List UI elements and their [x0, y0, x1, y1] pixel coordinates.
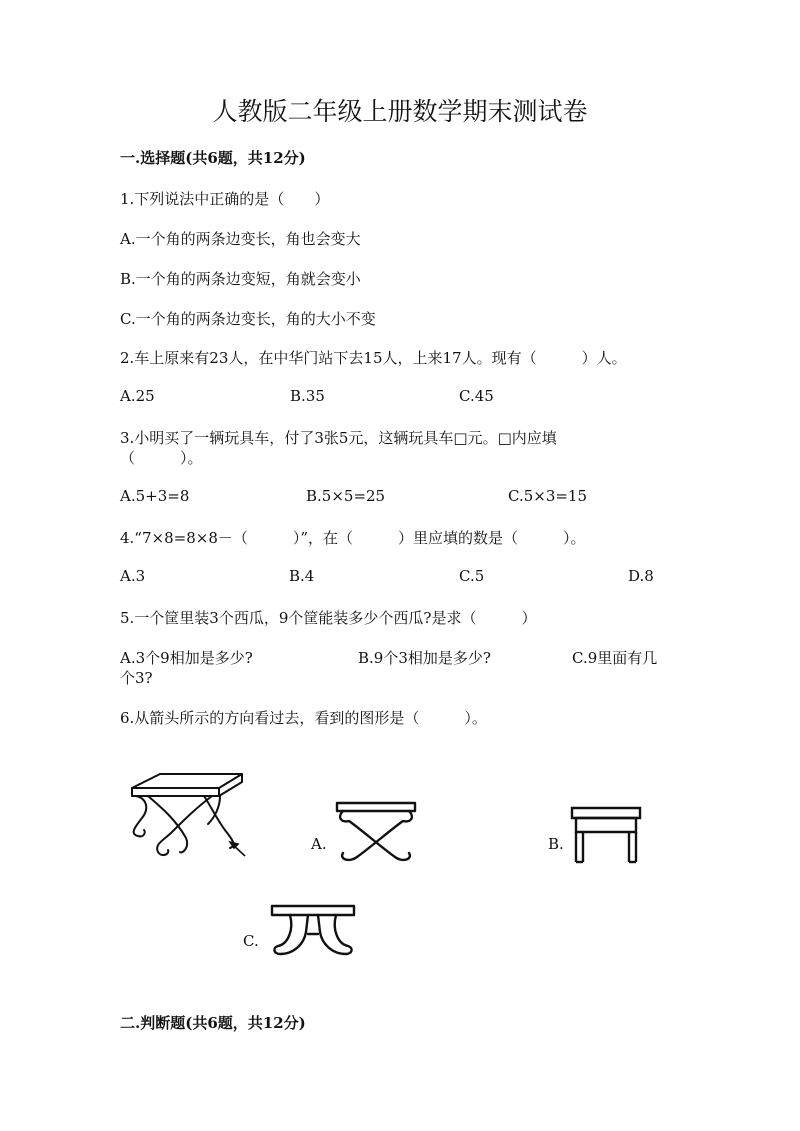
- question-1-option-c: C.一个角的两条边变长，角的大小不变: [120, 310, 376, 328]
- question-1-stem: 1.下列说法中正确的是（ ）: [120, 190, 330, 208]
- section-2-heading: 二.判断题(共6题，共12分): [120, 1014, 306, 1032]
- question-3-stem-line2: （ ）。: [120, 449, 203, 467]
- section-1-heading: 一.选择题(共6题，共12分): [120, 149, 306, 167]
- question-2-option-c: C.45: [459, 387, 494, 405]
- question-4-option-c: C.5: [459, 567, 485, 585]
- question-4-option-a: A.3: [120, 567, 146, 585]
- question-3-option-a: A.5+3=8: [120, 487, 190, 505]
- question-4-option-b: B.4: [289, 567, 315, 585]
- question-5-option-c: C.9里面有几: [572, 649, 658, 667]
- question-2-option-a: A.25: [120, 387, 155, 405]
- question-1-option-b: B.一个角的两条边变短，角就会变小: [120, 270, 361, 288]
- question-3-option-b: B.5×5=25: [306, 487, 386, 505]
- option-c-view-figure: [268, 904, 358, 966]
- question-6-option-b-label: B.: [548, 835, 564, 853]
- question-2-stem: 2.车上原来有23人，在中华门站下去15人，上来17人。现有（ ）人。: [120, 349, 627, 367]
- question-6-stem: 6.从箭头所示的方向看过去，看到的图形是（ ）。: [120, 709, 487, 727]
- question-3-stem-line1: 3.小明买了一辆玩具车，付了3张5元，这辆玩具车□元。□内应填: [120, 429, 557, 447]
- option-b-front-view-figure: [570, 806, 642, 866]
- question-5-option-b: B.9个3相加是多少?: [358, 649, 491, 667]
- question-4-stem: 4.“7×8=8×8－（ ）”，在（ ）里应填的数是（ ）。: [120, 529, 586, 547]
- question-6-option-c-label: C.: [243, 932, 259, 950]
- stool-perspective-figure: [124, 768, 254, 863]
- question-5-option-a: A.3个9相加是多少?: [120, 649, 253, 667]
- page-title: 人教版二年级上册数学期末测试卷: [212, 97, 588, 126]
- question-4-option-d: D.8: [628, 567, 654, 585]
- question-3-option-c: C.5×3=15: [508, 487, 588, 505]
- question-5-option-c-continued: 个3?: [120, 669, 153, 687]
- question-6-option-a-label: A.: [311, 835, 327, 853]
- question-1-option-a: A.一个角的两条边变长，角也会变大: [120, 230, 361, 248]
- question-2-option-b: B.35: [290, 387, 325, 405]
- question-5-stem: 5.一个筐里装3个西瓜，9个筐能装多少个西瓜?是求（ ）: [120, 609, 537, 627]
- option-a-side-view-figure: [333, 801, 421, 869]
